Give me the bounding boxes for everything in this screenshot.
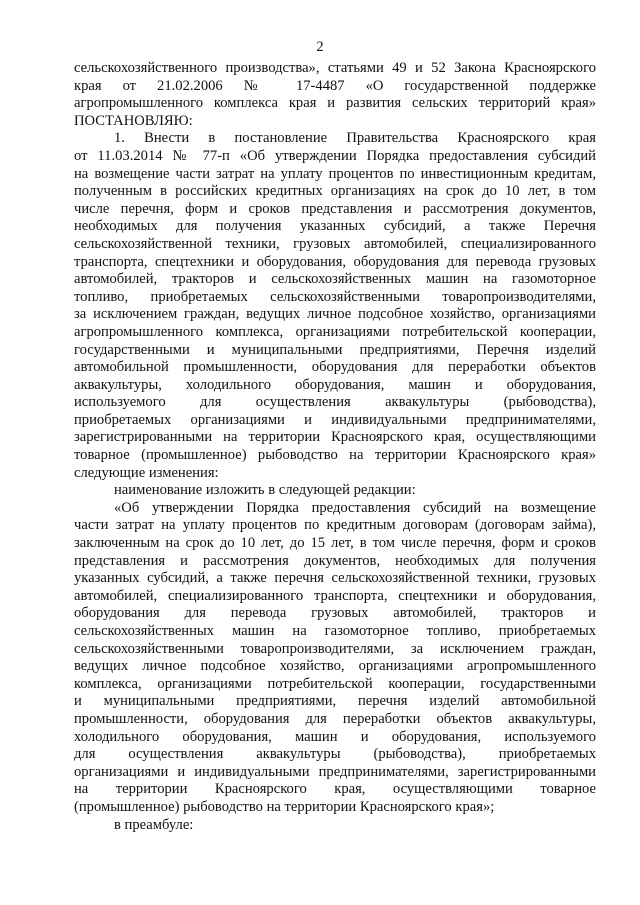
text-line: государственными и муниципальными предприятиями, Перечня изделий — [74, 341, 596, 358]
text-line: на возмещение части затрат на уплату процентов по инвестиционным кредитам, — [74, 165, 596, 182]
text-line: ПОСТАНОВЛЯЮ: — [74, 112, 193, 129]
text-line: оборудования для перевода грузовых автомобилей, тракторов и — [74, 605, 596, 622]
text-line: топливо, приобретаемых сельскохозяйственными товаропроизводителями, — [74, 288, 596, 305]
text-line: холодильного оборудования, машин и оборудования, используемого — [74, 728, 596, 745]
text-line: наименование изложить в следующей редакции: — [114, 482, 416, 499]
text-line: за исключением граждан, ведущих личное подсобное хозяйство, организациями — [74, 306, 596, 323]
text-line: комплекса, организациями потребительской кооперации, государственными — [74, 675, 596, 692]
text-line: необходимых для получения указанных субсидий, а также Перечня — [74, 218, 596, 235]
text-line: края от 21.02.2006 № 17-4487 «О государственной поддержке — [74, 77, 596, 94]
text-line: автомобилей, специализированного транспорта, спецтехники и оборудования, — [74, 587, 596, 604]
text-line: ведущих личное подсобное хозяйство, организациями агропромышленного — [74, 658, 596, 675]
text-line: на территории Красноярского края, осуществляющими товарное — [74, 781, 596, 798]
text-line: агропромышленного комплекса края и развития сельских территорий края» — [74, 95, 596, 112]
text-line: представления и рассмотрения документов, необходимых для получения — [74, 552, 596, 569]
text-line: промышленности, оборудования для переработки объектов аквакультуры, — [74, 710, 596, 727]
text-line: сельскохозяйственных машин на газомоторное топливо, приобретаемых — [74, 623, 596, 639]
text-line: сельскохозяйственной техники, грузовых автомобилей, специализированного — [74, 235, 596, 252]
text-line: зарегистрированными на территории Красноярского края, осуществляющими — [74, 429, 596, 446]
text-line: организациями и индивидуальными предпринимателями, зарегистрированными — [74, 763, 596, 780]
text-line: «Об утверждении Порядка предоставления субсидий на возмещение — [114, 499, 596, 516]
text-line: части затрат на уплату процентов по кредитным договорам (договорам займа), — [74, 517, 596, 534]
text-line: для осуществления аквакультуры (рыбоводства), приобретаемых — [74, 746, 596, 763]
document-body — [74, 60, 596, 834]
text-line: сельскохозяйственного производства», статьями 49 и 52 Закона Красноярского — [74, 60, 596, 76]
text-line: агропромышленного комплекса, организациями потребительской кооперации, — [74, 323, 596, 340]
text-line: товарное (промышленное) рыбоводство на территории Красноярского края» — [74, 447, 596, 464]
text-line: приобретаемых организациями и индивидуальными предпринимателями, — [74, 411, 596, 428]
text-line: от 11.03.2014 № 77-п «Об утверждении Порядка предоставления субсидий — [74, 147, 596, 164]
text-line: транспорта, спецтехники и оборудования, оборудования для перевода грузовых — [74, 253, 596, 270]
text-line: следующие изменения: — [74, 464, 219, 481]
text-line: используемого для осуществления аквакультуры (рыбоводства), — [74, 394, 596, 411]
text-line: автомобильной промышленности, оборудования для переработки объектов — [74, 359, 596, 376]
page-number: 2 — [316, 39, 324, 55]
text-line: (промышленное) рыбоводство на территории Красноярского края»; — [74, 798, 495, 815]
text-line: сельскохозяйственными товаропроизводителями, за исключением граждан, — [74, 640, 596, 657]
text-line: автомобилей, тракторов и сельскохозяйственных машин на газомоторное — [74, 271, 596, 288]
text-line: указанных субсидий, а также перечня сельскохозяйственной техники, грузовых — [74, 570, 596, 587]
text-line: числе перечня, форм и сроков представления и рассмотрения документов, — [74, 200, 596, 217]
text-line: полученным в российских кредитных организациях на срок до 10 лет, в том — [74, 183, 596, 200]
text-line: в преамбуле: — [114, 816, 194, 833]
text-line: аквакультуры, холодильного оборудования, машин и оборудования, — [74, 376, 596, 393]
text-line: и муниципальными предприятиями, перечня изделий автомобильной — [74, 693, 596, 710]
text-line: заключенным на срок до 10 лет, до 15 лет, в том числе перечня, форм и сроков — [74, 535, 596, 552]
text-line: 1. Внести в постановление Правительства Красноярского края — [114, 130, 596, 147]
